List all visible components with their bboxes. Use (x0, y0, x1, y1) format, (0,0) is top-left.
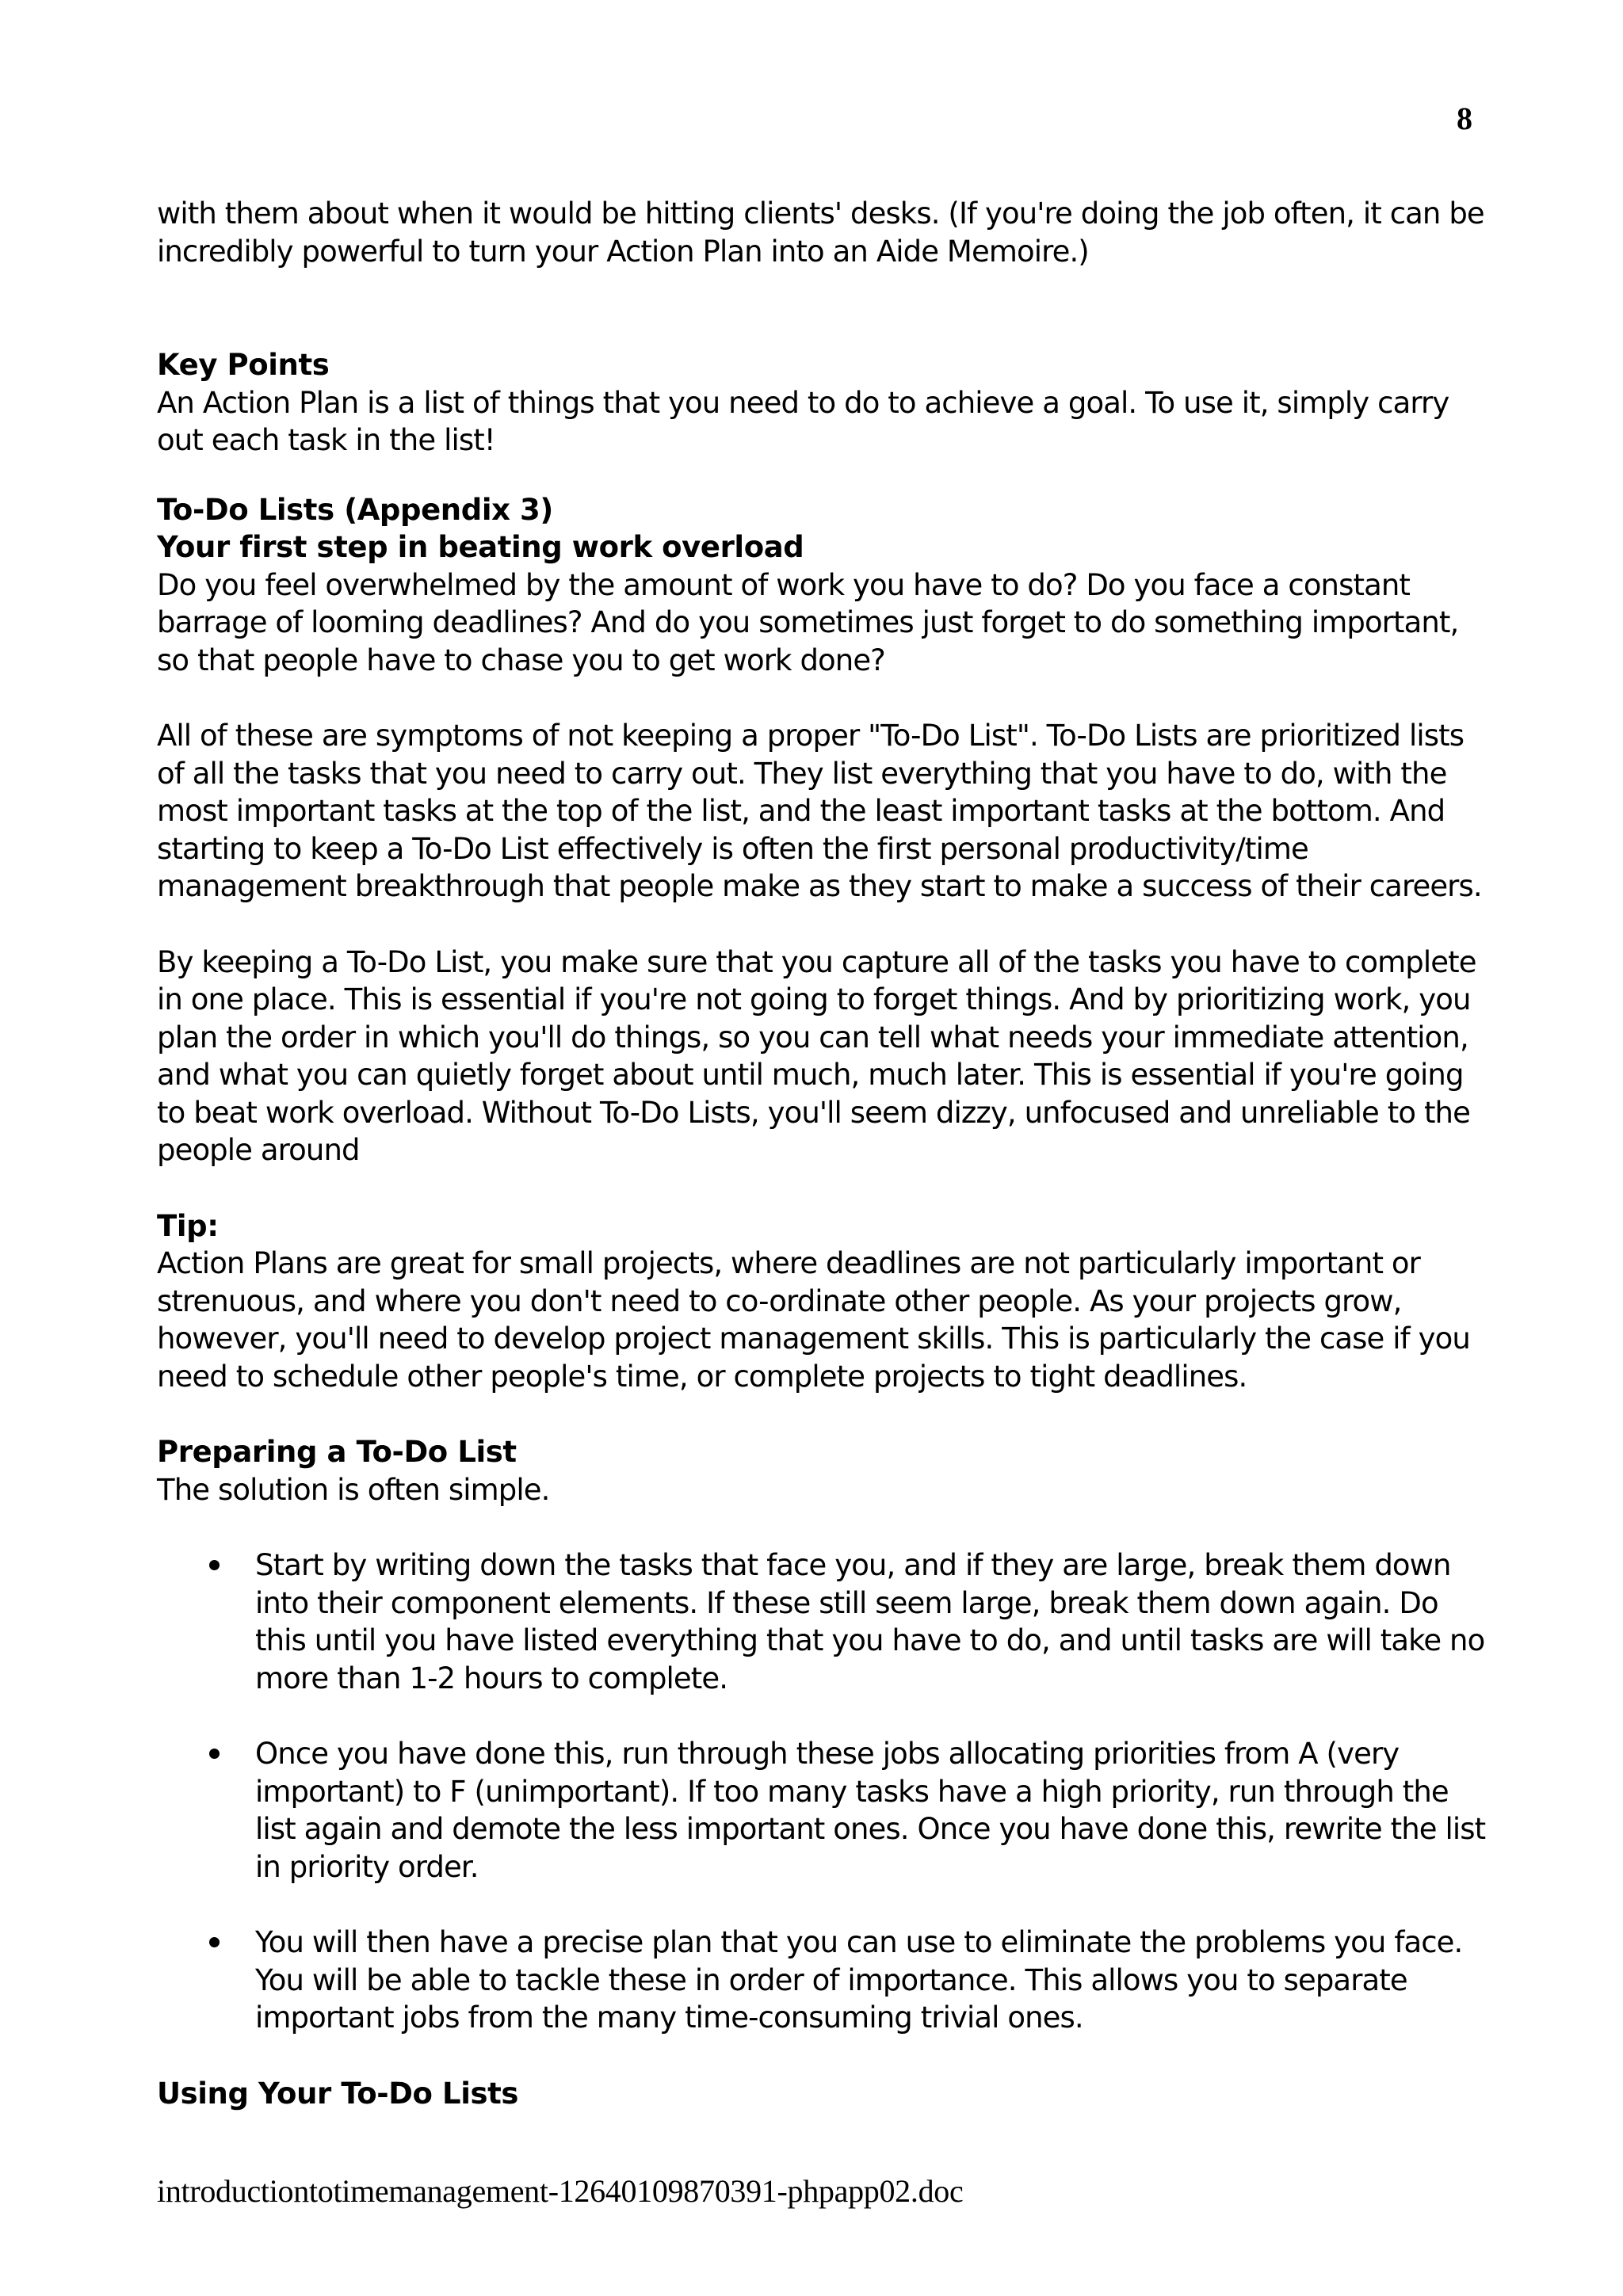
bullet-icon (209, 1560, 220, 1570)
using-todo-heading: Using Your To-Do Lists (157, 2076, 519, 2111)
todo-paragraph-3: By keeping a To-Do List, you make sure that you capture all of the tasks you have to complete in one place. This is essential if you're not going to forget things. And by prioritizing work, you plan the order in which you'll do things, so you can tell what needs your immediate attention, and what you can quietly forget about until much, much later. This is essential if you're going to beat work overload. Without To-Do Lists, you'll seem dizzy, unfocused and unreliable to the people around (157, 944, 1476, 1167)
todo-lists-subheading: Your first step in beating work overload (157, 530, 804, 564)
document-body (157, 195, 1488, 2112)
key-points-heading: Key Points (157, 348, 330, 382)
intro-continuation-paragraph: with them about when it would be hitting clients' desks. (If you're doing the job often, it can be incredibly powerful to turn your Action Plan into an Aide Memoire.) (157, 196, 1484, 269)
todo-lists-heading: To-Do Lists (Appendix 3) (157, 492, 553, 527)
preparing-steps-list (157, 1547, 1488, 2037)
bullet-icon (209, 1937, 220, 1947)
list-item-text: Once you have done this, run through these jobs allocating priorities from A (very important) to F (unimportant). If too many tasks have a high priority, run through the list again and demote the less important ones. Once you have done this, rewrite the list in priority order. (255, 1737, 1486, 1884)
footer-filename: introductiontotimemanagement-12640109870391-phpapp02.doc (157, 2173, 964, 2209)
list-item-text: You will then have a precise plan that you can use to eliminate the problems you face. You will be able to tackle these in order of importance. This allows you to separate important jobs from the many time-consuming trivial ones. (255, 1925, 1463, 2035)
list-item (157, 1735, 1488, 1886)
page-number: 8 (1457, 101, 1472, 136)
tip-paragraph: Action Plans are great for small projects, where deadlines are not particularly important or strenuous, and where you don't need to co-ordinate other people. As your projects grow, however, you'll need to develop project management skills. This is particularly the case if you need to schedule other people's time, or complete projects to tight deadlines. (157, 1246, 1470, 1394)
list-item (157, 1547, 1488, 1697)
key-points-paragraph: An Action Plan is a list of things that you need to do to achieve a goal. To use it, simply carry out each task in the list! (157, 385, 1449, 457)
todo-paragraph-1: Do you feel overwhelmed by the amount of work you have to do? Do you face a constant barrage of looming deadlines? And do you sometimes just forget to do something important, so that people have to chase you to get work done? (157, 567, 1459, 677)
todo-paragraph-2: All of these are symptoms of not keeping a proper "To-Do List". To-Do Lists are prioritized lists of all the tasks that you need to carry out. They list everything that you have to do, with the most important tasks at the top of the list, and the least important tasks at the bottom. And starting to keep a To-Do List effectively is often the first personal productivity/time management breakthrough that people make as they start to make a success of their careers. (157, 719, 1482, 903)
preparing-todo-paragraph: The solution is often simple. (157, 1472, 550, 1507)
preparing-todo-heading: Preparing a To-Do List (157, 1435, 517, 1469)
bullet-icon (209, 1749, 220, 1759)
list-item-text: Start by writing down the tasks that face you, and if they are large, break them down into their component elements. If these still seem large, break them down again. Do this until you have listed everything that you have to do, and until tasks are will take no more than 1-2 hours to complete. (255, 1548, 1485, 1695)
tip-heading: Tip: (157, 1208, 219, 1243)
list-item (157, 1924, 1488, 2037)
